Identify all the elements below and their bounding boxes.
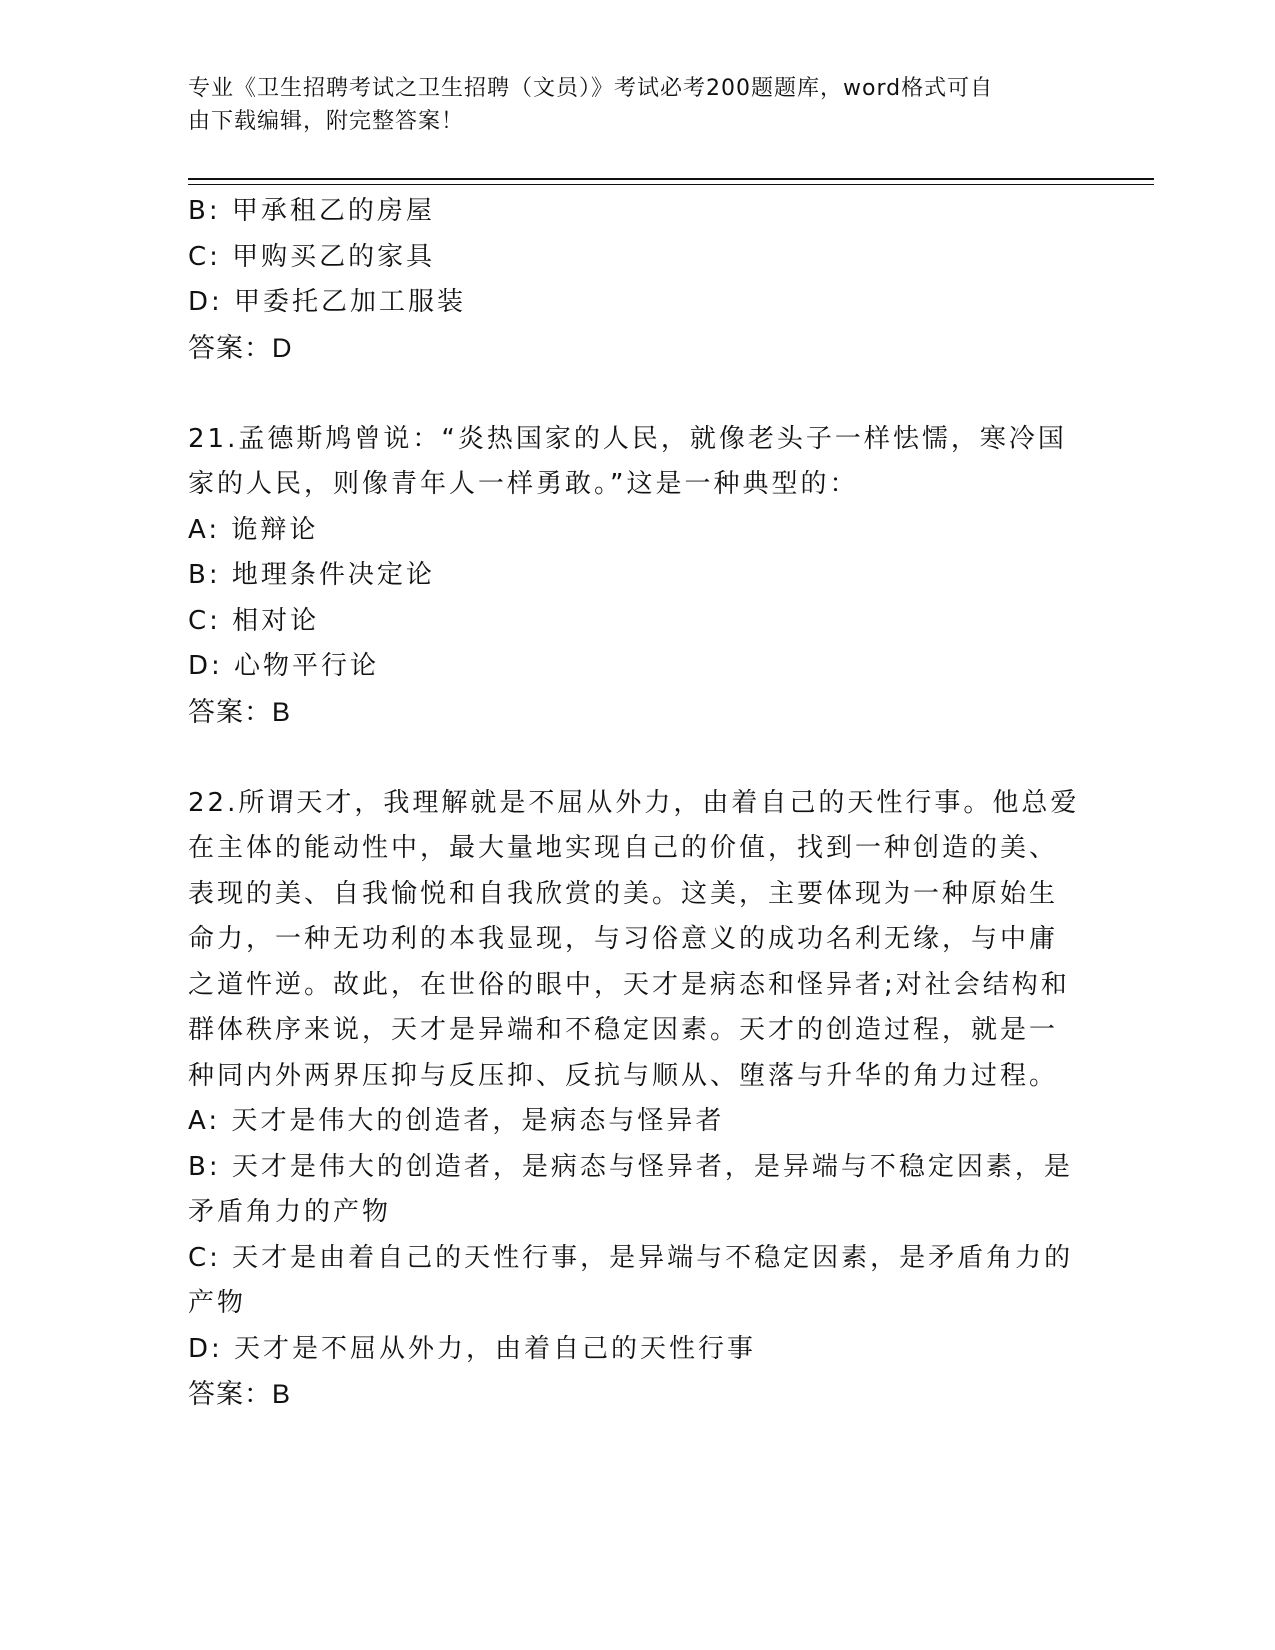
option-line: A: 诡辩论 bbox=[188, 514, 319, 545]
answer-line: 答案：B bbox=[188, 696, 292, 727]
answer-line: 答案：D bbox=[188, 332, 293, 363]
question-stem-line: 家的人民，则像青年人一样勇敢。”这是一种典型的： bbox=[188, 469, 859, 499]
answer-line: 答案：B bbox=[188, 1379, 292, 1409]
question-stem-line: 22.所谓天才，我理解就是不屈从外力，由着自己的天性行事。他总爱 bbox=[188, 787, 1080, 818]
spacer bbox=[188, 371, 1088, 417]
option-line: 矛盾角力的产物 bbox=[188, 1197, 392, 1227]
option-line: C: 甲购买乙的家具 bbox=[188, 241, 436, 272]
question-stem-line: 命力，一种无功利的本我显现，与习俗意义的成功名利无缘，与中庸 bbox=[188, 924, 1059, 954]
question-stem-line: 表现的美、自我愉悦和自我欣赏的美。这美，主要体现为一种原始生 bbox=[188, 878, 1059, 909]
question-block bbox=[188, 189, 1088, 371]
option-line: C: 相对论 bbox=[188, 605, 320, 636]
spacer bbox=[188, 735, 1088, 781]
question-stem-line: 之道忤逆。故此，在世俗的眼中，天才是病态和怪异者;对社会结构和 bbox=[188, 969, 1070, 1000]
header-line: 专业《卫生招聘考试之卫生招聘（文员）》考试必考200题题库，word格式可自 bbox=[188, 76, 994, 101]
header-divider bbox=[188, 184, 1154, 185]
header-line: 由下载编辑，附完整答案！ bbox=[188, 109, 465, 134]
option-line: D: 甲委托乙加工服装 bbox=[188, 287, 467, 317]
question-stem-line: 在主体的能动性中，最大量地实现自己的价值，找到一种创造的美、 bbox=[188, 833, 1059, 863]
option-line: A: 天才是伟大的创造者，是病态与怪异者 bbox=[188, 1106, 725, 1136]
document-body bbox=[188, 189, 1088, 1418]
question-stem-line: 群体秩序来说，天才是异端和不稳定因素。天才的创造过程，就是一 bbox=[188, 1015, 1059, 1045]
option-line: C: 天才是由着自己的天性行事，是异端与不稳定因素，是矛盾角力的 bbox=[188, 1242, 1074, 1273]
question-block bbox=[188, 781, 1088, 1418]
option-line: B: 天才是伟大的创造者，是病态与怪异者，是异端与不稳定因素，是 bbox=[188, 1151, 1073, 1182]
question-stem-line: 21.孟德斯鸠曾说：“炎热国家的人民，就像老头子一样怯懦，寒冷国 bbox=[188, 423, 1067, 454]
option-line: D: 天才是不屈从外力，由着自己的天性行事 bbox=[188, 1333, 757, 1364]
option-line: D: 心物平行论 bbox=[188, 651, 380, 681]
question-block bbox=[188, 417, 1088, 736]
option-line: B: 甲承租乙的房屋 bbox=[188, 196, 435, 226]
document-header bbox=[188, 72, 1068, 138]
header-divider bbox=[188, 178, 1154, 180]
option-line: 产物 bbox=[188, 1288, 247, 1318]
option-line: B: 地理条件决定论 bbox=[188, 560, 435, 590]
question-stem-line: 种同内外两界压抑与反压抑、反抗与顺从、堕落与升华的角力过程。 bbox=[188, 1060, 1059, 1091]
